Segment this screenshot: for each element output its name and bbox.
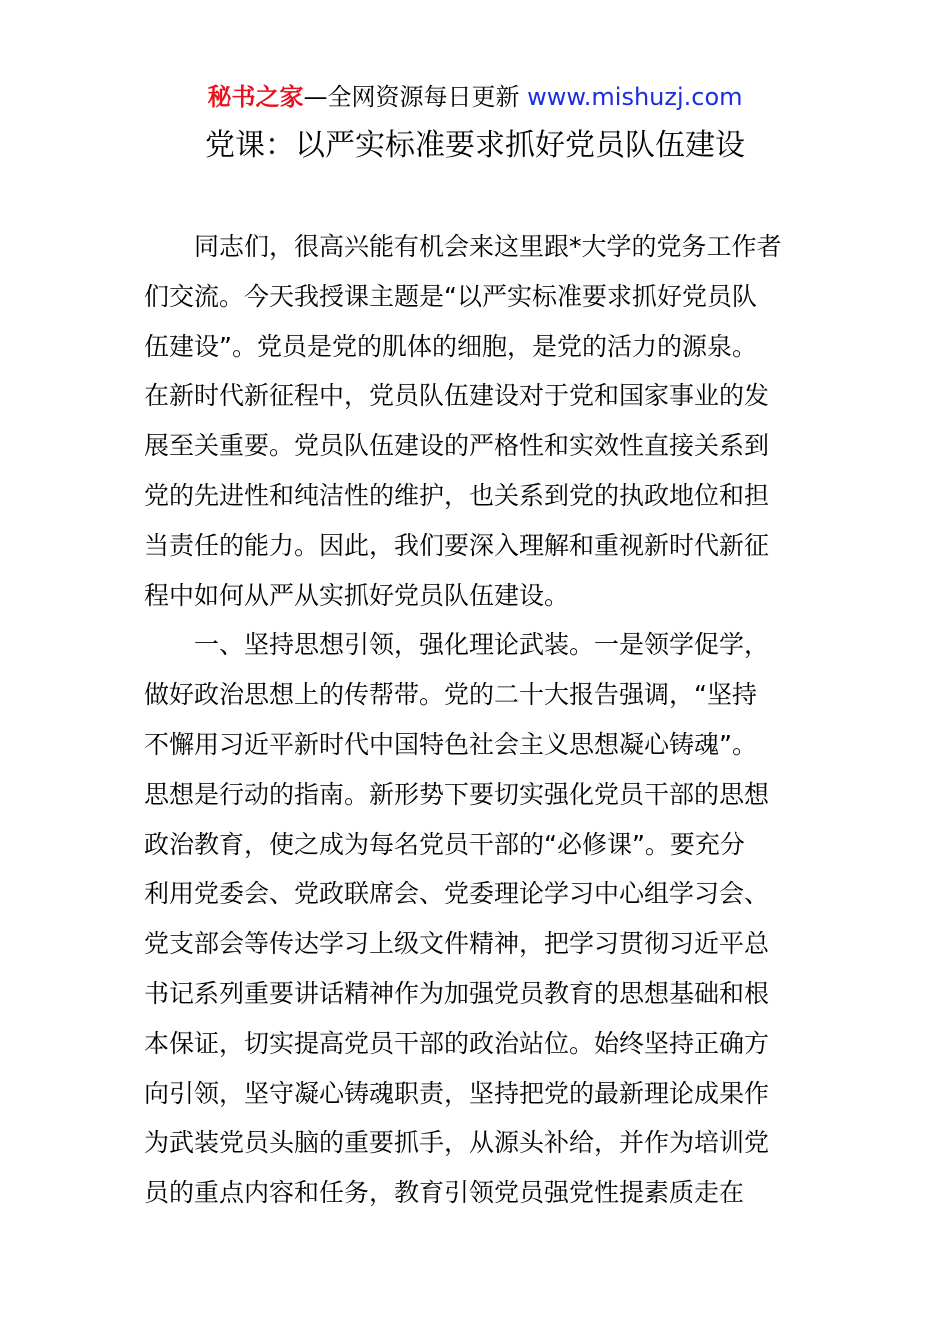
text-line: 们交流。今天我授课主题是“以严实标准要求抓好党员队 [144,281,757,311]
site-tagline: —全网资源每日更新 [303,83,528,111]
text-line: 员的重点内容和任务，教育引领党员强党性提素质走在 [144,1178,745,1208]
text-line: 利用党委会、党政联席会、党委理论学习中心组学习会、 [144,879,770,909]
document-body [144,228,814,1224]
site-url-link[interactable]: www.mishuzj.com [527,83,743,111]
text-line: 思想是行动的指南。新形势下要切实强化党员干部的思想 [144,779,770,809]
site-header [0,80,950,114]
text-line: 一、坚持思想引领，强化理论武装。一是领学促学， [194,630,770,660]
text-line: 展至关重要。党员队伍建设的严格性和实效性直接关系到 [144,431,770,461]
text-line: 伍建设”。党员是党的肌体的细胞，是党的活力的源泉。 [144,331,757,361]
text-line: 党的先进性和纯洁性的维护，也关系到党的执政地位和担 [144,480,770,510]
text-line: 政治教育，使之成为每名党员干部的“必修课”。要充分 [144,829,745,859]
text-line: 书记系列重要讲话精神作为加强党员教育的思想基础和根 [144,978,770,1008]
text-line: 为武装党员头脑的重要抓手，从源头补给，并作为培训党 [144,1128,770,1158]
text-line: 向引领，坚守凝心铸魂职责，坚持把党的最新理论成果作 [144,1078,770,1108]
text-line: 本保证，切实提高党员干部的政治站位。始终坚持正确方 [144,1028,770,1058]
document-title: 党课：以严实标准要求抓好党员队伍建设 [205,128,745,163]
text-line: 做好政治思想上的传帮带。党的二十大报告强调，“坚持 [144,680,757,710]
text-line: 不懈用习近平新时代中国特色社会主义思想凝心铸魂”。 [144,729,757,759]
text-line: 当责任的能力。因此，我们要深入理解和重视新时代新征 [144,530,770,560]
text-line: 在新时代新征程中，党员队伍建设对于党和国家事业的发 [144,381,770,411]
site-brand: 秘书之家 [207,83,304,111]
text-line: 同志们，很高兴能有机会来这里跟*大学的党务工作者 [194,232,782,261]
text-line: 程中如何从严从实抓好党员队伍建设。 [144,580,570,610]
text-line: 党支部会等传达学习上级文件精神，把学习贯彻习近平总 [144,929,770,959]
